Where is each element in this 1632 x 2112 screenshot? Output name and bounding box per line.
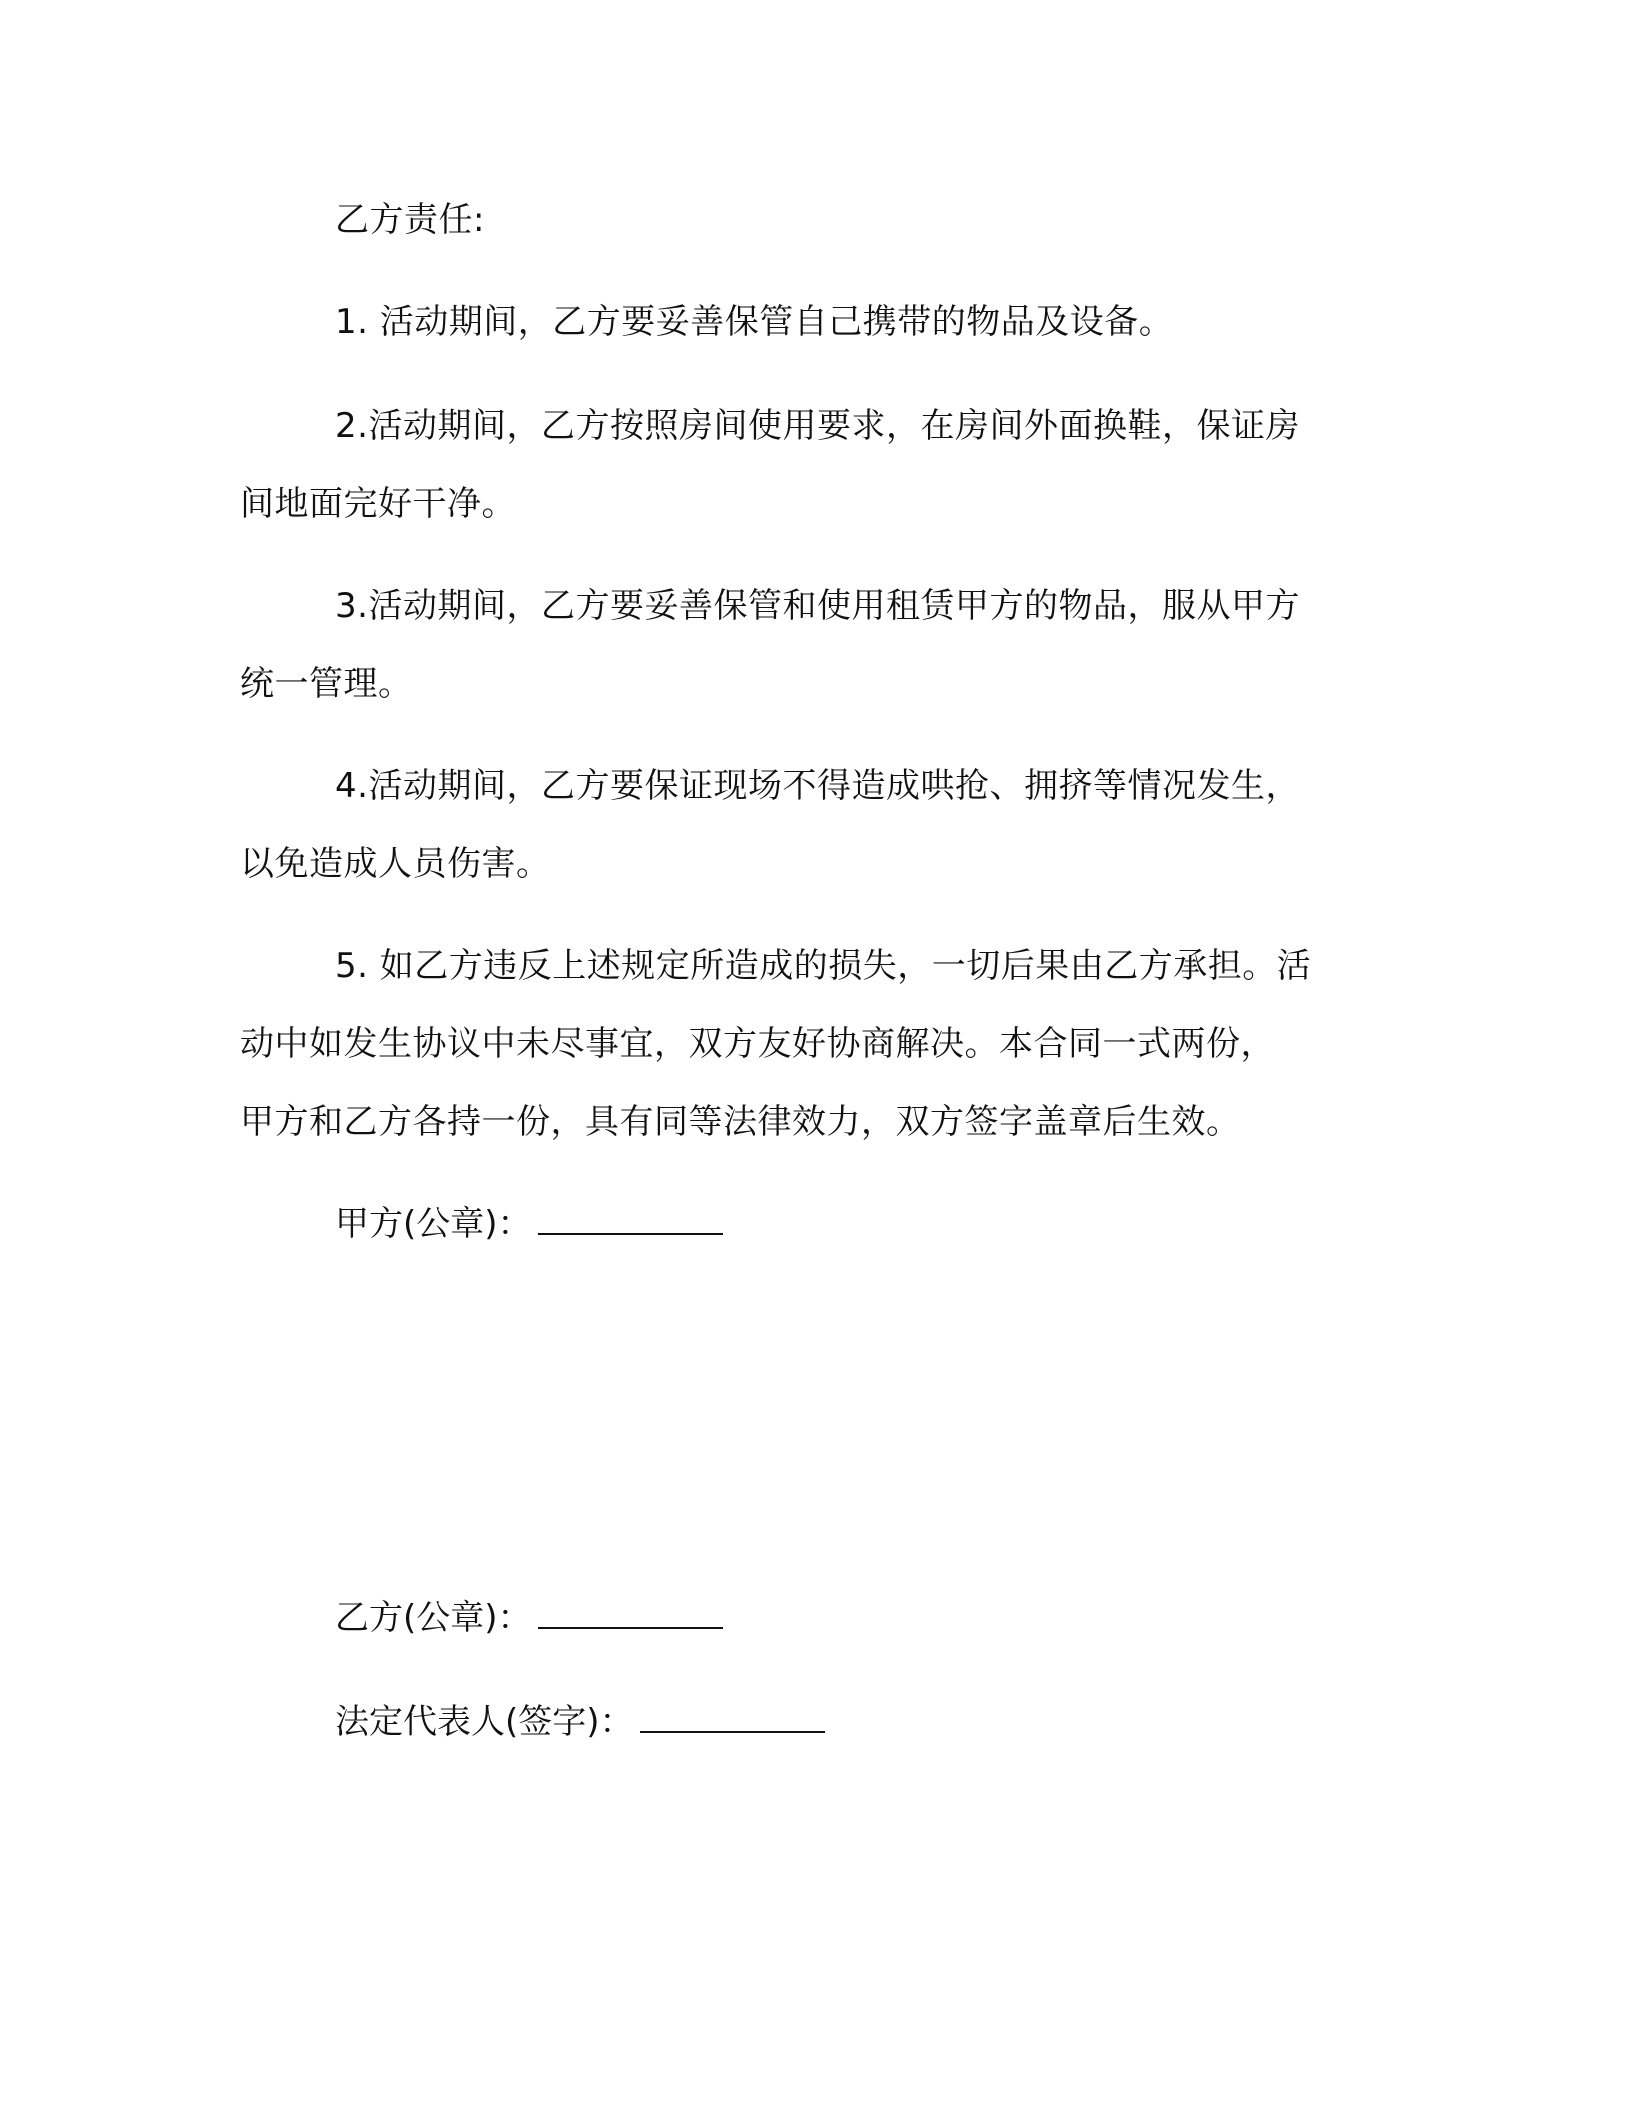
item-2-line-1: 2.活动期间，乙方按照房间使用要求，在房间外面换鞋，保证房 [335,406,1300,446]
legal-rep-blank [640,1701,825,1733]
party-a-signature [335,1202,723,1246]
item-4-line-1: 4.活动期间，乙方要保证现场不得造成哄抢、拥挤等情况发生， [335,766,1300,806]
party-b-signature [335,1596,723,1640]
legal-rep-label: 法定代表人(签字)： [335,1702,634,1742]
party-a-blank [538,1203,723,1235]
item-2-line-2: 间地面完好干净。 [240,484,516,524]
item-5-line-2: 动中如发生协议中未尽事宜，双方友好协商解决。本合同一式两份， [240,1024,1275,1064]
item-1-line-1: 1. 活动期间，乙方要妥善保管自己携带的物品及设备。 [335,302,1174,342]
party-b-blank [538,1597,723,1629]
section-heading: 乙方责任: [335,200,485,240]
legal-rep-signature [335,1700,825,1744]
item-4-line-2: 以免造成人员伤害。 [240,844,551,884]
item-3-line-2: 统一管理。 [240,664,413,704]
party-b-label: 乙方(公章)： [335,1598,532,1638]
item-5-line-1: 5. 如乙方违反上述规定所造成的损失，一切后果由乙方承担。活 [335,946,1312,986]
item-3-line-1: 3.活动期间，乙方要妥善保管和使用租赁甲方的物品，服从甲方 [335,586,1300,626]
party-a-label: 甲方(公章)： [335,1204,532,1244]
item-5-line-3: 甲方和乙方各持一份，具有同等法律效力，双方签字盖章后生效。 [240,1102,1241,1142]
